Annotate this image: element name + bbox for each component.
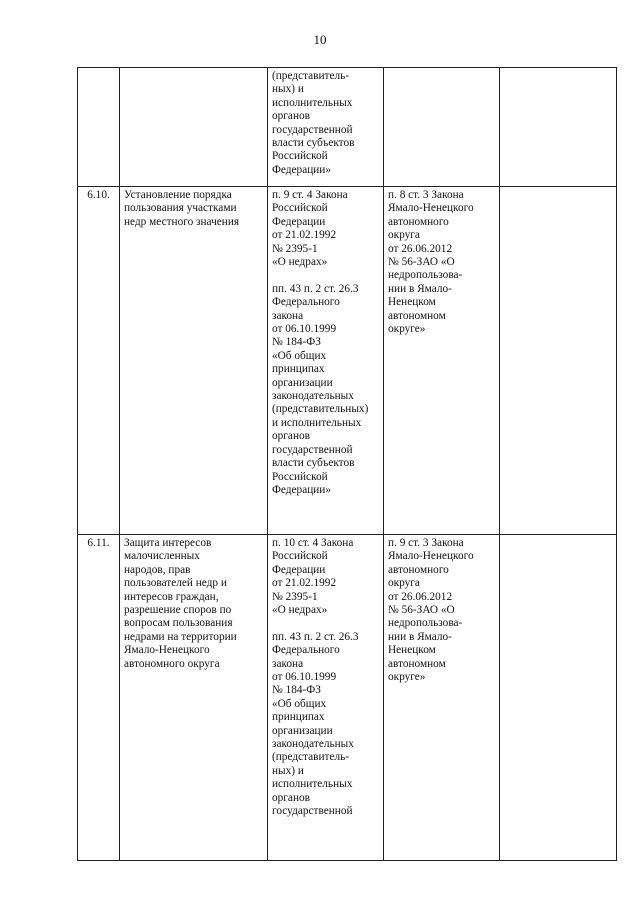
text-line: законодательных (272, 738, 354, 751)
text-line: Федерации (272, 563, 326, 576)
text-line: организации (272, 376, 333, 389)
table-row (78, 68, 617, 187)
text-line: Федерации (272, 215, 326, 228)
text-line: исполнительных (272, 778, 353, 791)
text-line: № 184-ФЗ (272, 684, 321, 697)
text-line: вопросам пользования (124, 617, 233, 630)
text-line: Федерального (272, 296, 340, 309)
text-line: «О недрах» (272, 604, 328, 617)
text-line: от 06.10.1999 (272, 323, 337, 336)
text-line: закона (272, 657, 304, 670)
text-line: пользования участками (124, 202, 237, 215)
text-line: автономного (388, 563, 449, 576)
text-line: Федерации» (272, 483, 331, 496)
text-line: принципах (272, 711, 325, 724)
regional-law-cell (384, 535, 500, 861)
row-number: 6.10. (78, 187, 120, 535)
note-cell (500, 535, 617, 861)
text-line: Установление порядка (124, 189, 232, 201)
text-line: Российской (272, 470, 328, 483)
text-line: пп. 43 п. 2 ст. 26.3 (272, 630, 359, 643)
text-line: пп. 43 п. 2 ст. 26.3 (272, 282, 359, 295)
authority-name-cell (120, 68, 268, 187)
text-line: п. 9 ст. 3 Закона (388, 537, 464, 549)
text-line: № 2395-1 (272, 242, 318, 255)
text-line: малочисленных (124, 550, 200, 563)
text-line: власти субъектов (272, 137, 355, 150)
text-line: народов, прав (124, 563, 191, 576)
note-cell (500, 187, 617, 535)
text-line: п. 8 ст. 3 Закона (388, 189, 464, 201)
text-line: государственной (272, 123, 353, 136)
text-line: исполнительных (272, 96, 353, 109)
text-line: № 56-ЗАО «О (388, 604, 455, 617)
text-line: «О недрах» (272, 256, 328, 269)
text-line: автономного округа (124, 657, 220, 670)
text-line: ных) и (272, 83, 304, 96)
text-line: государственной (272, 805, 353, 818)
text-line: Российской (272, 550, 328, 563)
text-line: округа (388, 577, 420, 590)
table-body (78, 68, 617, 861)
text-line: от 26.06.2012 (388, 590, 453, 603)
table-row (78, 187, 617, 535)
page-number: 10 (313, 32, 327, 47)
row-number (78, 68, 120, 187)
text-line: законодательных (272, 390, 354, 403)
table-row (78, 535, 617, 861)
text-line: ных) и (272, 764, 304, 777)
text-line: (представитель- (272, 70, 350, 82)
text-line: интересов граждан, (124, 590, 219, 603)
text-line: округе» (388, 671, 426, 684)
text-line: принципах (272, 363, 325, 376)
text-line: Федерации» (272, 163, 331, 176)
text-line: Ямало-Ненецкого (388, 202, 474, 215)
authority-name-cell (120, 187, 268, 535)
text-line: нии в Ямало- (388, 282, 452, 295)
regional-law-cell (384, 187, 500, 535)
text-line: власти субъектов (272, 457, 355, 470)
text-line: Защита интересов (124, 537, 212, 549)
federal-law-cell (268, 535, 384, 861)
text-line: нии в Ямало- (388, 630, 452, 643)
text-line: округа (388, 229, 420, 242)
text-line: закона (272, 309, 304, 322)
text-line: и исполнительных (272, 416, 362, 429)
text-line: от 26.06.2012 (388, 242, 453, 255)
text-line: Российской (272, 150, 328, 163)
text-line: «Об общих (272, 697, 327, 710)
text-line: Федерального (272, 644, 340, 657)
text-line: государственной (272, 443, 353, 456)
text-line: органов (272, 791, 310, 804)
text-line: автономном (388, 309, 446, 322)
text-line: недропользова- (388, 617, 463, 630)
text-line: недр местного значения (124, 215, 240, 228)
text-line: недрами на территории (124, 630, 237, 643)
text-line: автономном (388, 657, 446, 670)
text-line: органов (272, 110, 310, 123)
text-line: автономного (388, 215, 449, 228)
text-line: округе» (388, 323, 426, 336)
text-line: пользователей недр и (124, 577, 227, 590)
text-line: Ненецком (388, 644, 436, 657)
text-line: органов (272, 430, 310, 443)
text-line: № 184-ФЗ (272, 336, 321, 349)
text-line: Российской (272, 202, 328, 215)
federal-law-cell (268, 187, 384, 535)
text-line: разрешение споров по (124, 604, 232, 617)
text-line: от 06.10.1999 (272, 671, 337, 684)
text-line: п. 9 ст. 4 Закона (272, 189, 348, 201)
authority-name-cell (120, 535, 268, 861)
note-cell (500, 68, 617, 187)
text-line: Ненецком (388, 296, 436, 309)
text-line: (представительных) (272, 403, 369, 416)
text-line: организации (272, 724, 333, 737)
text-line: от 21.02.1992 (272, 577, 337, 590)
text-line: № 56-ЗАО «О (388, 256, 455, 269)
text-line: недропользова- (388, 269, 463, 282)
text-line: от 21.02.1992 (272, 229, 337, 242)
row-number: 6.11. (78, 535, 120, 861)
regional-law-cell (384, 68, 500, 187)
legal-table (77, 67, 617, 861)
text-line: п. 10 ст. 4 Закона (272, 537, 354, 549)
text-line: № 2395-1 (272, 590, 318, 603)
text-line: Ямало-Ненецкого (388, 550, 474, 563)
text-line: «Об общих (272, 349, 327, 362)
text-line: Ямало-Ненецкого (124, 644, 210, 657)
text-line: (представитель- (272, 751, 350, 764)
federal-law-cell (268, 68, 384, 187)
